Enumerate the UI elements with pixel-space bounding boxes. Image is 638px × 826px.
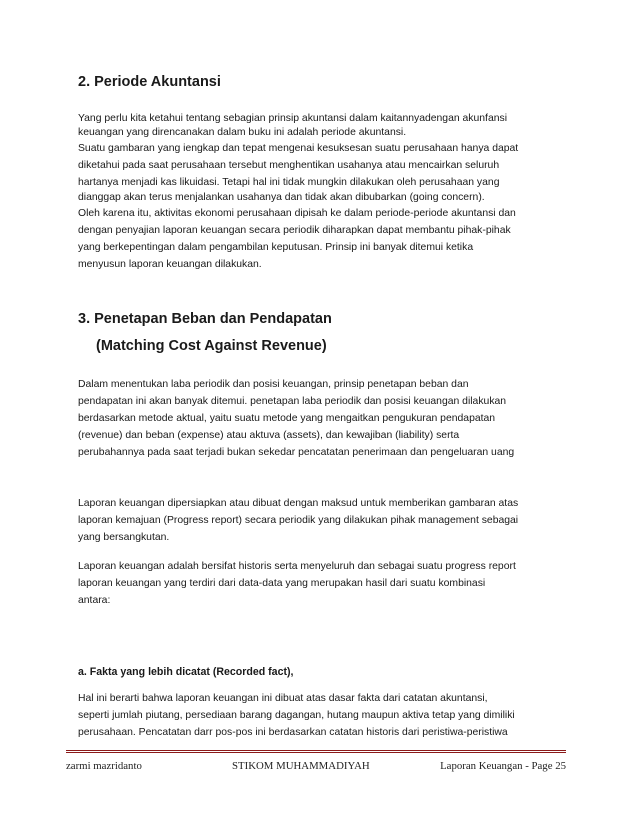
footer-institution: STIKOM MUHAMMADIYAH: [232, 760, 370, 772]
subsection-a-body: [78, 690, 515, 741]
text-line: diketahui pada saat perusahaan tersebut menghentikan usahanya atau mencairkan seluruh: [78, 160, 500, 171]
text-line: dianggap akan terus menjalankan usahanya dan tidak akan dibubarkan (going concern).: [78, 192, 485, 203]
text-line: keuangan yang direncanakan dalam buku ini adalah periode akuntansi.: [78, 127, 407, 138]
text-line: seperti jumlah piutang, persediaan barang dagangan, hutang maupun aktiva tetap yang dimiliki: [78, 710, 515, 721]
text-line: yang berkepentingan dalam pengambilan keputusan. Prinsip ini banyak ditemui ketika: [78, 242, 474, 253]
text-line: laporan kemajuan (Progress report) secara periodik yang dilakukan pihak management sebagai: [78, 515, 519, 526]
section-3-heading: 3. Penetapan Beban dan Pendapatan: [78, 311, 332, 327]
text-line: antara:: [78, 595, 111, 606]
section-3-paragraph-1: [78, 376, 514, 461]
text-line: Dalam menentukan laba periodik dan posisi keuangan, prinsip penetapan beban dan: [78, 379, 469, 390]
footer-divider: [66, 750, 566, 753]
text-line: Hal ini berarti bahwa laporan keuangan ini dibuat atas dasar fakta dari catatan akuntansi,: [78, 693, 488, 704]
text-line: Laporan keuangan adalah bersifat historis serta menyeluruh dan sebagai suatu progress report: [78, 561, 516, 572]
text-line: pendapatan ini akan banyak ditemui. penetapan laba periodik dan posisi keuangan dilakukan: [78, 396, 507, 407]
section-3-paragraph-2: [78, 495, 518, 546]
section-2-body: [78, 112, 518, 273]
section-2-heading: 2. Periode Akuntansi: [78, 74, 221, 90]
footer-page-label: Laporan Keuangan - Page 25: [440, 760, 566, 772]
text-line: hartanya menjadi kas likuidasi. Tetapi hal ini tidak mungkin dilakukan oleh perusahaan yang: [78, 177, 500, 188]
footer-author: zarmi mazridanto: [66, 760, 142, 772]
text-line: Yang perlu kita ketahui tentang sebagian prinsip akuntansi dalam kaitannyadengan akunfansi: [78, 113, 508, 124]
text-line: dengan penyajian laporan keuangan secara periodik diharapkan dapat membantu pihak-pihak: [78, 225, 511, 236]
text-line: berdasarkan metode aktual, yaitu suatu metode yang mengaitkan pengukuran pendapatan: [78, 413, 496, 424]
text-line: Laporan keuangan dipersiapkan atau dibuat dengan maksud untuk memberikan gambaran atas: [78, 498, 519, 509]
text-line: (revenue) dan beban (expense) atau aktuva (assets), dan kewajiban (liability) serta: [78, 430, 460, 441]
subsection-a-heading: a. Fakta yang lebih dicatat (Recorded fact),: [78, 666, 294, 678]
text-line: yang bersangkutan.: [78, 532, 170, 543]
text-line: menyusun laporan keuangan dilakukan.: [78, 259, 262, 270]
text-line: Oleh karena itu, aktivitas ekonomi perusahaan dipisah ke dalam periode-periode akuntansi dan: [78, 208, 516, 219]
text-line: laporan keuangan yang terdiri dari data-data yang merupakan hasil dari suatu kombinasi: [78, 578, 486, 589]
text-line: perusahaan. Pencatatan darr pos-pos ini berdasarkan catatan historis dari peristiwa-peristiwa: [78, 727, 508, 738]
text-line: perubahannya pada saat terjadi bukan sekedar pencatatan penerimaan dan pengeluaran uang: [78, 447, 515, 458]
text-line: Suatu gambaran yang iengkap dan tepat mengenai kesuksesan suatu perusahaan hanya dapat: [78, 143, 519, 154]
section-3-paragraph-3: [78, 558, 516, 609]
section-3-subheading: (Matching Cost Against Revenue): [96, 338, 327, 354]
